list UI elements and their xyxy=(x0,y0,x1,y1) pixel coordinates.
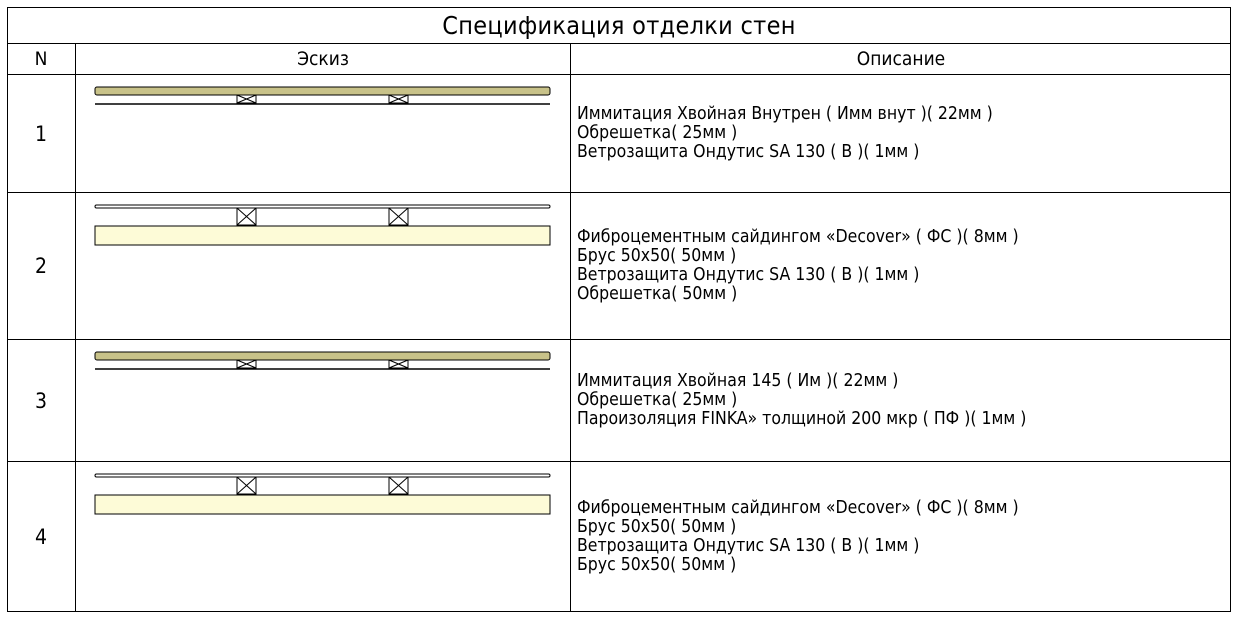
description-line: Обрешетка( 50мм ) xyxy=(577,284,738,304)
description-line: Иммитация Хвойная 145 ( Им )( 22мм ) xyxy=(577,371,899,391)
wall-sketch xyxy=(76,193,570,340)
header-number: N xyxy=(7,44,75,75)
siding-panel xyxy=(95,226,550,245)
description-line: Брус 50x50( 50мм ) xyxy=(577,517,737,537)
description-line: Ветрозащита Ондутис SA 130 ( В )( 1мм ) xyxy=(577,536,920,556)
description-line: Фиброцементным сайдингом «Decover» ( ФС )( 8мм ) xyxy=(577,498,1019,518)
specification-table xyxy=(7,7,1231,612)
sketch-cell xyxy=(76,193,570,339)
wall-sketch xyxy=(76,75,570,193)
lining-board xyxy=(95,87,550,95)
description-line: Брус 50x50( 50мм ) xyxy=(577,246,737,266)
siding-panel xyxy=(95,495,550,514)
description-line: Обрешетка( 25мм ) xyxy=(577,390,738,410)
row-number: 3 xyxy=(34,388,48,413)
description-cell xyxy=(577,75,1223,192)
table-row xyxy=(7,462,1231,612)
description-line: Пароизоляция FINKA» толщиной 200 мкр ( ПФ )( 1мм ) xyxy=(577,409,1027,429)
sketch-cell xyxy=(76,462,570,612)
sketch-cell xyxy=(76,75,570,192)
wall-sketch xyxy=(76,462,570,612)
header-description: Описание xyxy=(571,44,1231,75)
header-sketch: Эскиз xyxy=(76,44,570,75)
description-line: Ветрозащита Ондутис SA 130 ( В )( 1мм ) xyxy=(577,265,920,285)
table-row xyxy=(7,75,1231,193)
table-row xyxy=(7,193,1231,340)
row-number: 4 xyxy=(34,525,48,549)
row-number: 2 xyxy=(34,254,48,278)
membrane-line xyxy=(95,474,550,477)
table-row xyxy=(7,340,1231,462)
description-cell xyxy=(577,462,1223,612)
wall-sketch xyxy=(76,340,570,462)
description-line: Иммитация Хвойная Внутрен ( Имм внут )( 22мм ) xyxy=(577,104,993,124)
description-cell xyxy=(577,340,1223,461)
description-line: Фиброцементным сайдингом «Decover» ( ФС )( 8мм ) xyxy=(577,227,1019,247)
membrane-line xyxy=(95,205,550,208)
description-line: Обрешетка( 25мм ) xyxy=(577,123,738,143)
row-number: 1 xyxy=(34,121,48,146)
lining-board xyxy=(95,352,550,360)
table-title: Спецификация отделки стен xyxy=(7,7,1231,44)
description-cell xyxy=(577,193,1223,339)
description-line: Брус 50x50( 50мм ) xyxy=(577,555,737,575)
sketch-cell xyxy=(76,340,570,461)
description-line: Ветрозащита Ондутис SA 130 ( В )( 1мм ) xyxy=(577,142,920,162)
